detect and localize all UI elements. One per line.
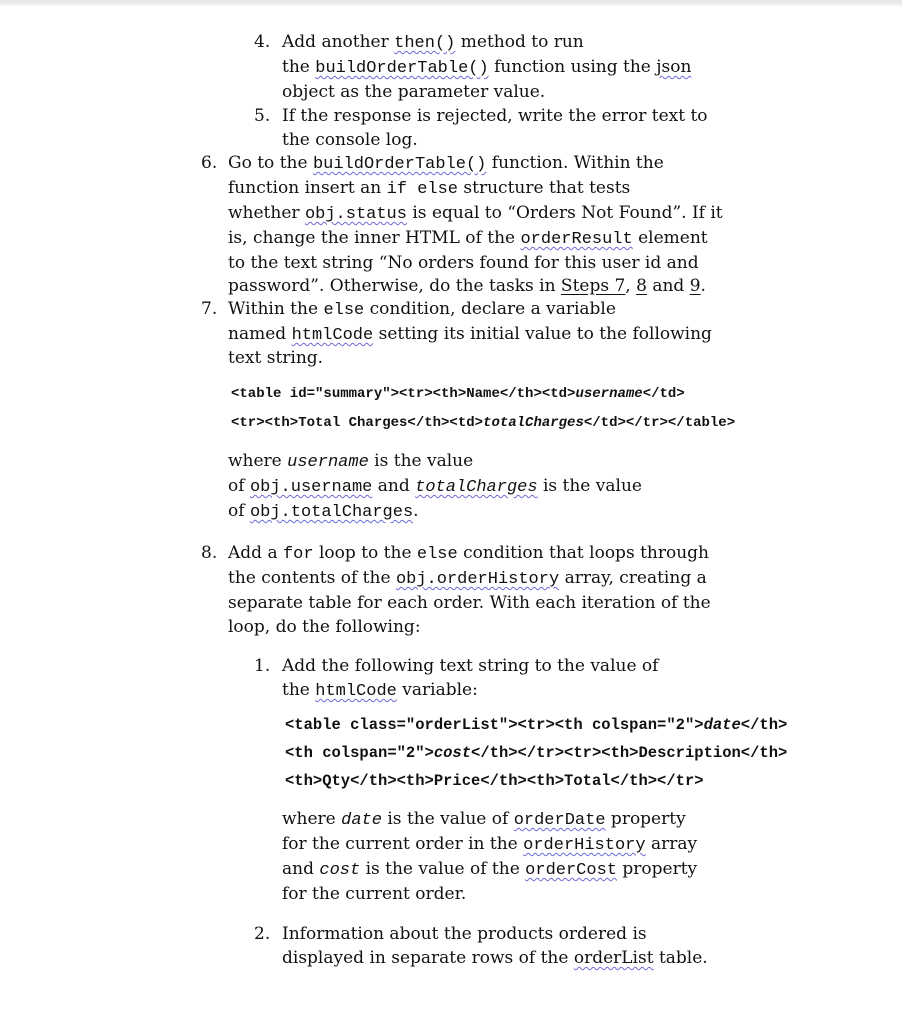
code-date: date xyxy=(341,811,382,830)
step-7-line-3: text string. xyxy=(228,348,324,368)
substep-1-where-line-1: where date is the value of orderDate property xyxy=(282,809,686,830)
step-8-line-2: the contents of the obj.orderHistory array, creating a xyxy=(228,568,707,589)
code-obj-orderHistory: obj.orderHistory xyxy=(395,570,560,589)
code-cost: cost xyxy=(319,861,361,880)
code-else: else xyxy=(323,301,365,320)
step-7-line-2: named htmlCode setting its initial value to the following xyxy=(228,324,712,345)
code-snippet-line-1: <table id="summary"><tr><th>Name</th><td>username</td> xyxy=(231,386,685,402)
code-orderDate: orderDate xyxy=(513,811,606,830)
code-obj-totalCharges: obj.totalCharges xyxy=(249,503,414,522)
link-steps-7[interactable]: Steps 7 xyxy=(560,276,626,296)
code-snippet-line-2: <tr><th>Total Charges</th><td>totalCharges</td></tr></table> xyxy=(231,415,736,431)
step-6-line-6: password”. Otherwise, do the tasks in Steps 7, 8 and 9. xyxy=(228,276,706,296)
code-orderResult: orderResult xyxy=(520,230,633,249)
top-border-shadow xyxy=(0,4,902,6)
step-8-line-3: separate table for each order. With each iteration of the xyxy=(228,593,711,613)
code-htmlCode: htmlCode xyxy=(291,326,374,345)
orderList-word: orderList xyxy=(573,948,654,968)
substep-1-where-line-3: and cost is the value of the orderCost property xyxy=(282,859,698,880)
step-8-number: 8. xyxy=(201,543,218,563)
json-word: json xyxy=(656,57,692,77)
code-buildOrderTable: buildOrderTable() xyxy=(312,155,487,174)
step-5-line-2: the console log. xyxy=(282,130,418,150)
step-5-line-1: If the response is rejected, write the error text to xyxy=(282,106,708,126)
step-4-number: 4. xyxy=(254,32,271,52)
step-8-line-4: loop, do the following: xyxy=(228,617,421,637)
code-if-else: if else xyxy=(386,180,459,199)
step-6-line-5: to the text string “No orders found for this user id and xyxy=(228,253,699,273)
step-4-line-3: object as the parameter value. xyxy=(282,82,546,102)
substep-1-where-line-2: for the current order in the orderHistory array xyxy=(282,834,698,855)
code-snippet2-line-2: <th colspan="2">cost</th></tr><tr><th>Description</th> xyxy=(285,744,788,762)
step-4-line-1: Add another then() method to run xyxy=(282,32,584,53)
step-4-line-2: the buildOrderTable() function using the json xyxy=(282,57,692,78)
step-6-line-4: is, change the inner HTML of the orderResult element xyxy=(228,228,708,249)
step-5-number: 5. xyxy=(254,106,271,126)
step-7-number: 7. xyxy=(201,299,218,319)
substep-2-line-1: Information about the products ordered is xyxy=(282,924,647,944)
step-6-line-2: function insert an if else structure that tests xyxy=(228,178,631,199)
code-then: then() xyxy=(394,34,456,53)
step-7-line-1: Within the else condition, declare a variable xyxy=(228,299,616,320)
code-orderCost: orderCost xyxy=(525,861,617,880)
step-6-line-1: Go to the buildOrderTable() function. Within the xyxy=(228,153,664,174)
substep-1-number: 1. xyxy=(254,656,271,676)
code-snippet2-line-3: <th>Qty</th><th>Price</th><th>Total</th></tr> xyxy=(285,772,704,790)
link-step-9[interactable]: 9 xyxy=(689,276,701,296)
substep-1-line-1: Add the following text string to the value of xyxy=(282,656,659,676)
step-7-where-line-1: where username is the value xyxy=(228,451,474,472)
code-obj-status: obj.status xyxy=(304,205,407,224)
substep-2-number: 2. xyxy=(254,924,271,944)
step-8-line-1: Add a for loop to the else condition that loops through xyxy=(228,543,709,564)
code-username: username xyxy=(287,453,369,472)
code-totalCharges: totalCharges xyxy=(415,478,538,497)
code-orderHistory: orderHistory xyxy=(523,836,646,855)
code-buildOrderTable: buildOrderTable() xyxy=(315,59,489,78)
code-obj-username: obj.username xyxy=(249,478,373,497)
code-snippet2-line-1: <table class="orderList"><tr><th colspan="2">date</th> xyxy=(285,716,788,734)
substep-1-where-line-4: for the current order. xyxy=(282,884,467,904)
link-step-8[interactable]: 8 xyxy=(636,276,647,296)
step-7-where-line-2: of obj.username and totalCharges is the value xyxy=(228,476,642,497)
step-6-line-3: whether obj.status is equal to “Orders Not Found”. If it xyxy=(228,203,723,224)
code-htmlCode: htmlCode xyxy=(315,682,397,701)
substep-1-line-2: the htmlCode variable: xyxy=(282,680,478,701)
code-else: else xyxy=(416,545,458,564)
code-for: for xyxy=(282,545,314,564)
step-6-number: 6. xyxy=(201,153,218,173)
substep-2-line-2: displayed in separate rows of the orderList table. xyxy=(282,948,708,968)
step-7-where-line-3: of obj.totalCharges. xyxy=(228,501,419,522)
